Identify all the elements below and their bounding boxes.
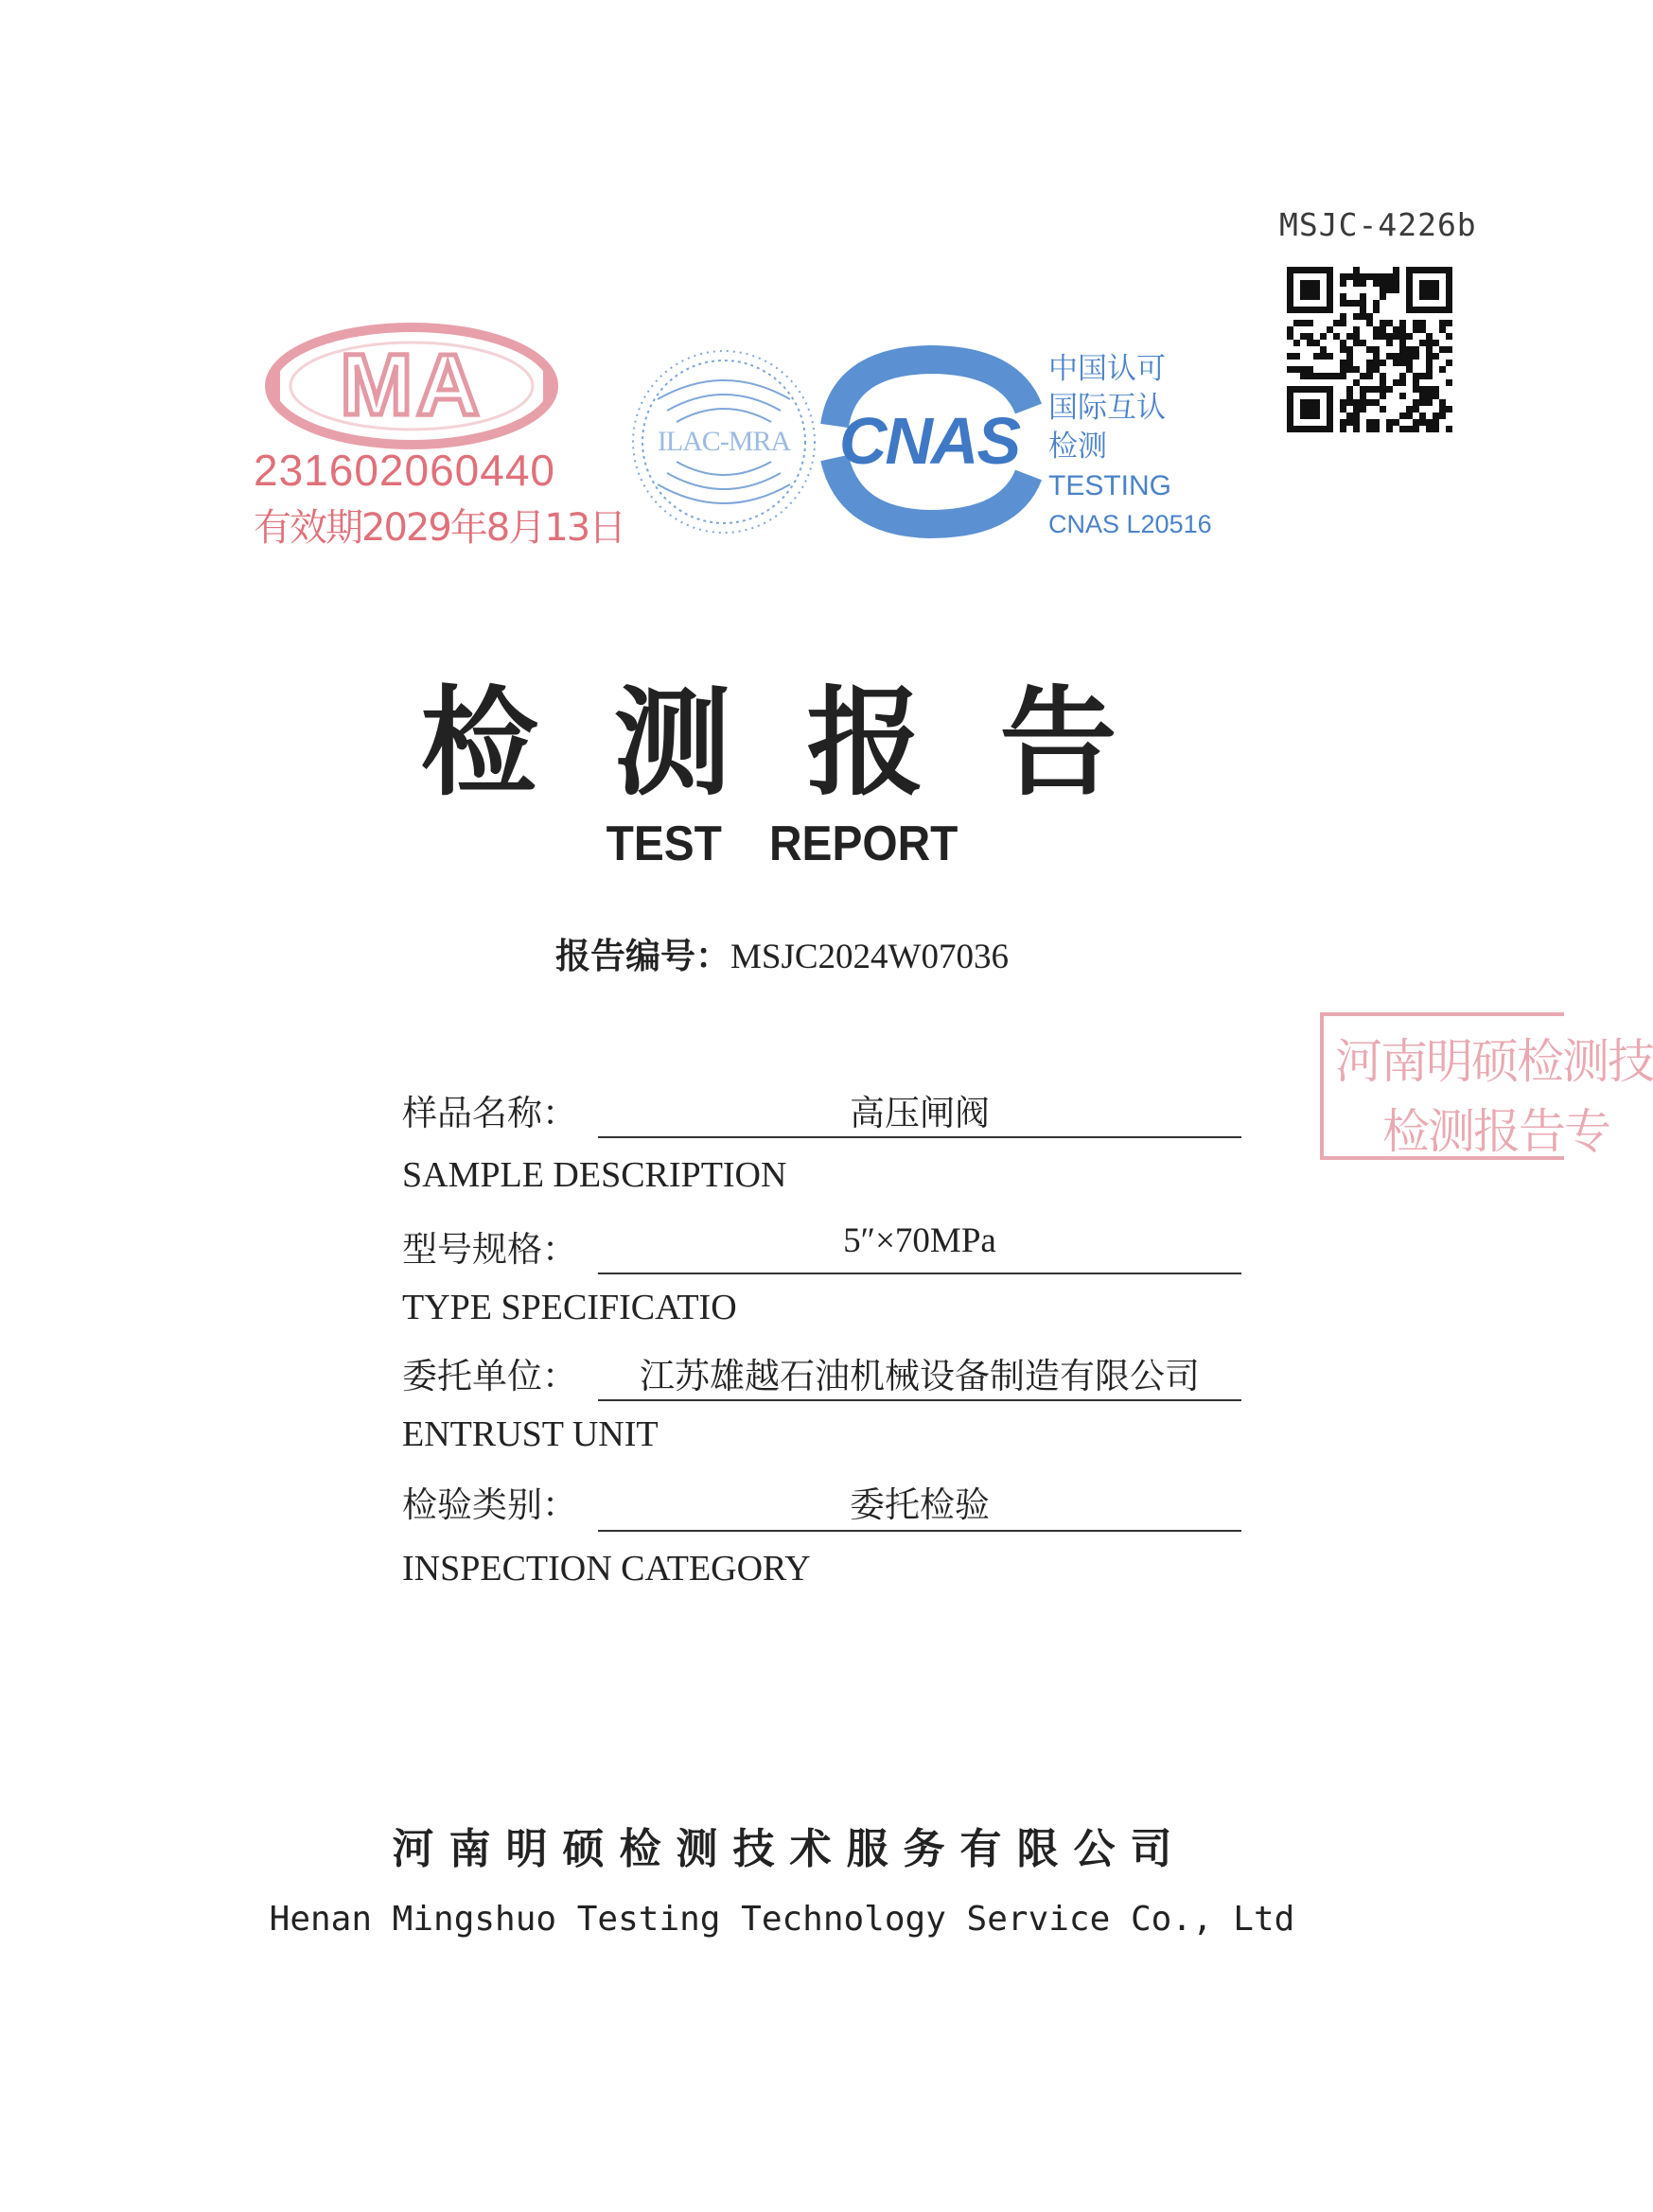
ilac-mra-label: ILAC-MRA	[657, 426, 791, 457]
page-title-cn: 检测报告	[420, 675, 1193, 812]
cnas-mark	[816, 352, 1043, 532]
report-seal-line-1: 河南明硕检测技	[1335, 1034, 1653, 1089]
field-label-sample-name: 样品名称：	[402, 1093, 577, 1133]
report-number-value: MSJC2024W07036	[730, 938, 1009, 976]
report-number-label: 报告编号：	[555, 936, 730, 976]
field-value-type-spec: 5″×70MPa	[843, 1221, 996, 1260]
cma-validity: 有效期2029年8月13日	[254, 506, 625, 550]
cnas-line-2: 国际互认	[1048, 391, 1166, 425]
company-name-cn: 河南明硕检测技术服务有限公司	[392, 1825, 1187, 1873]
svg-text:MA: MA	[340, 337, 484, 433]
field-value-inspection-category: 委托检验	[850, 1484, 990, 1525]
field-underline	[598, 1136, 1241, 1138]
ilac-mra-mark	[624, 342, 823, 541]
field-underline	[598, 1399, 1241, 1401]
field-label-entrust-unit: 委托单位：	[402, 1356, 577, 1396]
cnas-text-block	[1048, 350, 1212, 544]
report-seal-line-2: 检测报告专	[1382, 1104, 1609, 1159]
field-en-entrust-unit: ENTRUST UNIT	[402, 1414, 659, 1454]
cma-number: 231602060440	[254, 446, 555, 495]
report-seal	[1320, 1012, 1653, 1160]
field-en-sample-name: SAMPLE DESCRIPTION	[402, 1155, 787, 1195]
field-label-inspection-category: 检验类别：	[402, 1484, 577, 1525]
field-value-entrust-unit: 江苏雄越石油机械设备制造有限公司	[640, 1356, 1200, 1396]
document-code: MSJC-4226b	[1279, 206, 1477, 243]
cnas-line-3: 检测	[1048, 430, 1107, 464]
field-en-type-spec: TYPE SPECIFICATIO	[402, 1288, 737, 1327]
field-underline	[598, 1273, 1241, 1274]
report-number	[0, 927, 1564, 978]
page-title-en: TEST REPORT	[606, 816, 958, 871]
company-name-en: Henan Mingshuo Testing Technology Service Co., Ltd	[269, 1900, 1295, 1939]
qr-code-icon	[1287, 267, 1452, 432]
cnas-line-4: TESTING	[1048, 470, 1172, 501]
cnas-code: CNAS L20516	[1048, 510, 1212, 538]
field-underline	[598, 1530, 1241, 1532]
field-value-sample-name: 高压闸阀	[850, 1093, 990, 1133]
field-label-type-spec: 型号规格：	[402, 1229, 577, 1270]
cnas-line-1: 中国认可	[1048, 352, 1166, 386]
field-en-inspection-category: INSPECTION CATEGORY	[402, 1549, 811, 1589]
cnas-label: CNAS	[838, 404, 1020, 478]
